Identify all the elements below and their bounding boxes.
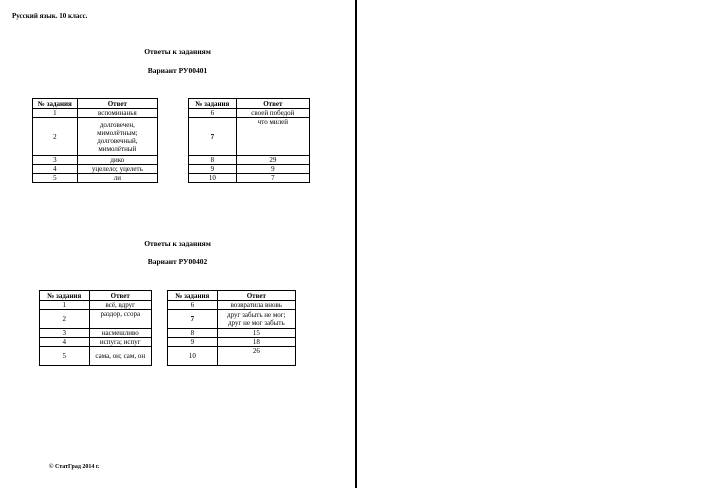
table-row (189, 156, 310, 165)
answers-table-1-right (188, 98, 310, 183)
column-header-answer: Ответ (89, 291, 151, 301)
task-number: 1 (33, 109, 78, 118)
task-number: 4 (33, 165, 78, 174)
answers-table-2-right (167, 290, 296, 366)
document-page (0, 0, 355, 488)
table-header-row (33, 99, 158, 109)
task-answer: уцелело; уцелеть (77, 165, 157, 174)
task-number: 8 (189, 156, 237, 165)
task-number: 5 (40, 347, 90, 366)
task-answer: возвратила вновь (217, 301, 295, 310)
page-header: Русский язык. 10 класс. (12, 12, 88, 20)
task-answer: вспоминанья (77, 109, 157, 118)
task-answer: своей победой (236, 109, 309, 118)
task-number: 3 (33, 156, 78, 165)
task-answer: всё, вдруг (89, 301, 151, 310)
column-header-number: № задания (168, 291, 218, 301)
table-row (40, 329, 152, 338)
table-row (189, 165, 310, 174)
task-number: 8 (168, 329, 218, 338)
task-number: 5 (33, 174, 78, 183)
task-number: 2 (33, 118, 78, 156)
page-footer: © СтатГрад 2014 г. (49, 464, 100, 470)
task-number: 10 (168, 347, 218, 366)
task-number: 7 (189, 118, 237, 156)
table-row (40, 338, 152, 347)
answers-table-1-left (32, 98, 158, 183)
task-answer: ли (77, 174, 157, 183)
section-title-1: Ответы к заданиям (144, 47, 211, 56)
task-answer: насмешливо (89, 329, 151, 338)
task-number: 10 (189, 174, 237, 183)
task-answer: 7 (236, 174, 309, 183)
table-row (168, 329, 296, 338)
table-row (189, 174, 310, 183)
column-header-number: № задания (189, 99, 237, 109)
task-number: 6 (189, 109, 237, 118)
table-row (168, 347, 296, 366)
task-answer: 26 (217, 347, 295, 366)
table-header-row (168, 291, 296, 301)
table-row (40, 347, 152, 366)
table-header-row (40, 291, 152, 301)
blank-page (357, 0, 711, 488)
task-number: 4 (40, 338, 90, 347)
task-answer: друг забыть не мог; друг не мог забыть (217, 310, 295, 329)
column-header-answer: Ответ (77, 99, 157, 109)
task-answer: раздор, ссора (89, 310, 151, 329)
table-row (168, 338, 296, 347)
task-answer: долговечен, мимолётным; долговечный, мимолётный (77, 118, 157, 156)
table-row (40, 310, 152, 329)
variant-title-1: Вариант РУ00401 (147, 66, 208, 75)
task-answer: 18 (217, 338, 295, 347)
table-row (40, 301, 152, 310)
task-number: 1 (40, 301, 90, 310)
task-number: 9 (168, 338, 218, 347)
variant-title-2: Вариант РУ00402 (147, 257, 208, 266)
task-number: 7 (168, 310, 218, 329)
column-header-answer: Ответ (236, 99, 309, 109)
table-row (189, 118, 310, 156)
table-row (189, 109, 310, 118)
section-title-2: Ответы к заданиям (144, 239, 211, 248)
task-answer: дико (77, 156, 157, 165)
table-row (33, 165, 158, 174)
task-answer: 29 (236, 156, 309, 165)
task-answer: испуга; испуг (89, 338, 151, 347)
task-answer: сама, он; сам, он (89, 347, 151, 366)
answers-table-2-left (39, 290, 152, 366)
table-row (33, 156, 158, 165)
column-header-number: № задания (33, 99, 78, 109)
task-answer: 15 (217, 329, 295, 338)
task-number: 9 (189, 165, 237, 174)
task-number: 3 (40, 329, 90, 338)
table-row (33, 118, 158, 156)
table-row (33, 109, 158, 118)
task-answer: 9 (236, 165, 309, 174)
table-row (168, 310, 296, 329)
column-header-number: № задания (40, 291, 90, 301)
table-header-row (189, 99, 310, 109)
table-row (168, 301, 296, 310)
column-header-answer: Ответ (217, 291, 295, 301)
table-row (33, 174, 158, 183)
task-answer: что милей (236, 118, 309, 156)
task-number: 2 (40, 310, 90, 329)
task-number: 6 (168, 301, 218, 310)
